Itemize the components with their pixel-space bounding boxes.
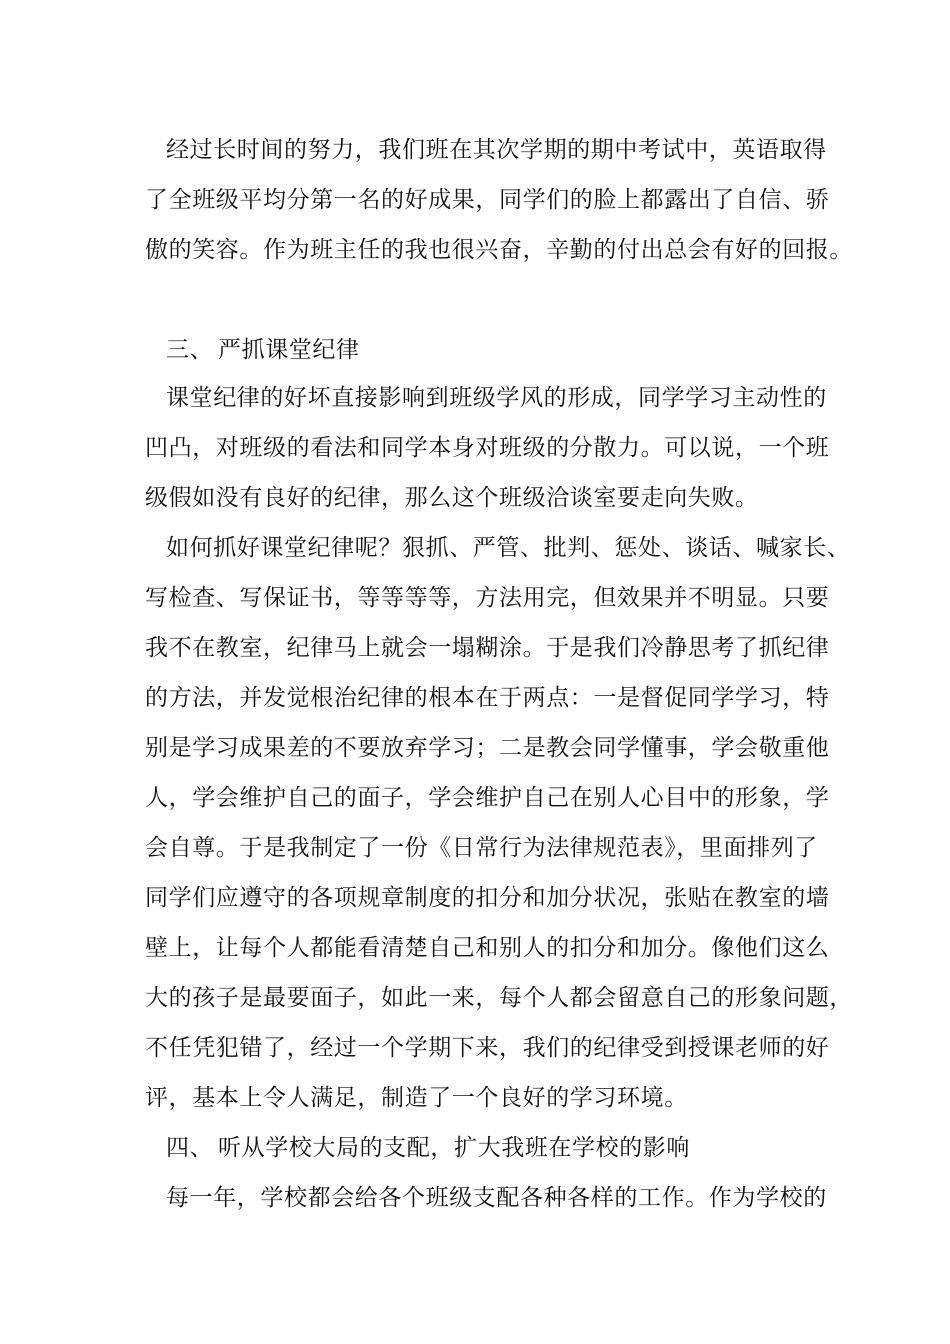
paragraph-line: 别是学习成果差的不要放弃学习；二是教会同学懂事，学会敬重他 [145,735,830,761]
paragraph-line: 不任凭犯错了，经过一个学期下来，我们的纪律受到授课老师的好 [145,1035,830,1061]
section-heading-4 [166,1133,690,1163]
paragraph-line: 写检查、写保证书，等等等等，方法用完，但效果并不明显。只要 [145,585,830,611]
paragraph-line: 我不在教室，纪律马上就会一塌糊涂。于是我们冷静思考了抓纪律 [145,635,830,661]
section-title: 听从学校大局的支配，扩大我班在学校的影响 [218,1135,690,1161]
section-title: 严抓课堂纪律 [218,337,360,363]
paragraph-line: 会自尊。于是我制定了一份《日常行为法律规范表》，里面排列了 [145,835,818,861]
paragraph-line: 的方法，并发觉根治纪律的根本在于两点：一是督促同学学习，特 [145,685,830,711]
paragraph-line: 壁上，让每个人都能看清楚自己和别人的扣分和加分。像他们这么 [145,935,830,961]
paragraph-line: 课堂纪律的好坏直接影响到班级学风的形成，同学学习主动性的 [166,385,827,411]
paragraph-line: 凹凸，对班级的看法和同学本身对班级的分散力。可以说，一个班 [145,435,830,461]
paragraph-line: 如何抓好课堂纪律呢？狠抓、严管、批判、惩处、谈话、喊家长、 [166,535,851,561]
paragraph-line: 了全班级平均分第一名的好成果，同学们的脸上都露出了自信、骄 [145,187,830,213]
paragraph-line: 评，基本上令人满足，制造了一个良好的学习环境。 [145,1085,688,1111]
paragraph-line: 大的孩子是最要面子，如此一来，每个人都会留意自己的形象问题， [145,985,853,1011]
section-number: 四、 [166,1135,214,1161]
paragraph-line: 同学们应遵守的各项规章制度的扣分和加分状况，张贴在教室的墙 [145,885,830,911]
section-heading-3 [166,335,360,365]
section-number: 三、 [166,337,214,363]
paragraph-line: 经过长时间的努力，我们班在其次学期的期中考试中，英语取得 [166,137,827,163]
paragraph-line: 傲的笑容。作为班主任的我也很兴奋，辛勤的付出总会有好的回报。 [145,237,853,263]
paragraph-line: 级假如没有良好的纪律，那么这个班级洽谈室要走向失败。 [145,485,759,511]
paragraph-line: 每一年，学校都会给各个班级支配各种各样的工作。作为学校的 [166,1185,827,1211]
paragraph-line: 人，学会维护自己的面子，学会维护自己在别人心目中的形象，学 [145,785,830,811]
